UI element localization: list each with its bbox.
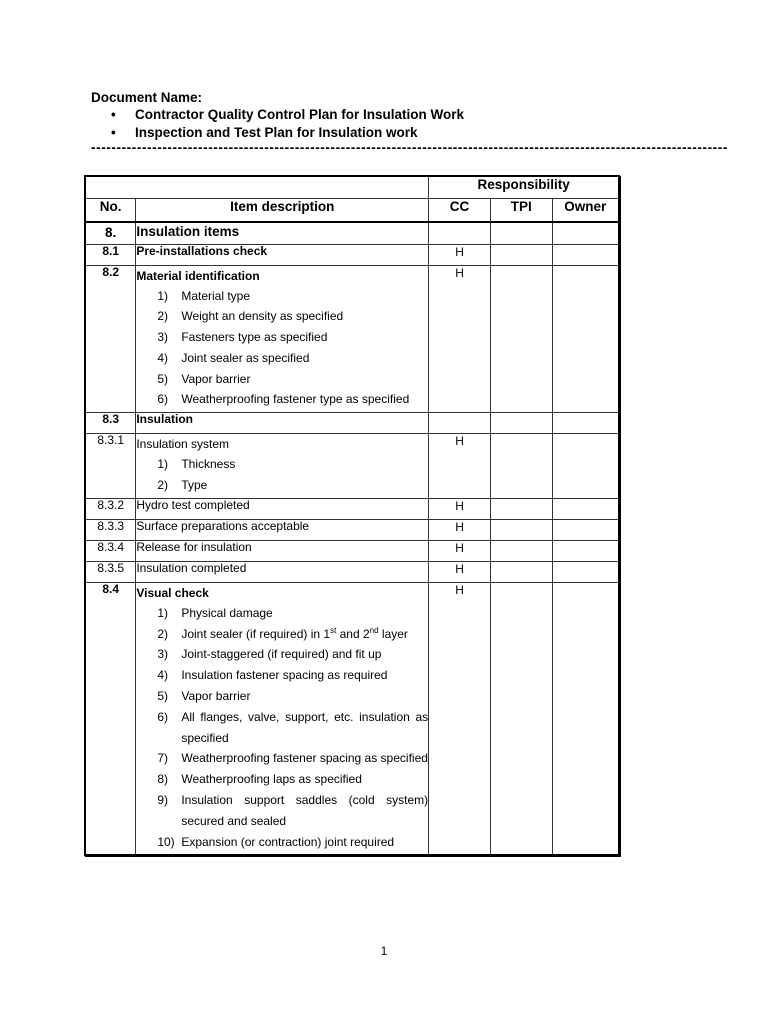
sub-item-text: Thickness — [181, 457, 236, 472]
cc-cell — [429, 413, 491, 434]
tpi-cell — [490, 413, 552, 434]
sub-item-number: 4) — [157, 668, 168, 683]
tpi-cell — [490, 519, 552, 540]
owner-cell — [552, 222, 619, 244]
sub-item-text: Insulation fastener spacing as required — [181, 668, 388, 683]
owner-cell — [552, 498, 619, 519]
table-row — [85, 434, 619, 499]
item-number: 8.3.4 — [85, 540, 136, 561]
sub-item — [136, 454, 428, 475]
sub-item-number: 1) — [157, 605, 168, 620]
item-description — [136, 582, 429, 855]
ordinal-suffix: st — [330, 625, 337, 635]
sub-item — [136, 790, 428, 832]
ordinal-suffix: nd — [369, 625, 379, 635]
sub-item-number: 3) — [157, 647, 168, 662]
table-row — [85, 413, 619, 434]
table-row — [85, 540, 619, 561]
sub-item — [136, 475, 428, 496]
inspection-test-plan-table — [84, 175, 620, 856]
tpi-cell — [490, 561, 552, 582]
sub-item-text: Physical damage — [181, 605, 273, 620]
item-description — [136, 540, 429, 561]
sub-item-text: Joint sealer as specified — [181, 350, 310, 365]
sub-item-number: 10) — [157, 834, 175, 849]
sub-item — [136, 348, 428, 369]
sub-item-text: Fasteners type as specified — [181, 330, 328, 345]
tpi-cell — [490, 265, 552, 413]
sub-item-text: and 2 — [336, 626, 370, 641]
owner-cell — [552, 244, 619, 265]
sub-item — [136, 624, 428, 645]
item-description — [136, 519, 429, 540]
sub-item-number: 2) — [157, 478, 168, 493]
column-header-tpi: TPI — [490, 199, 552, 223]
table-row — [85, 498, 619, 519]
sub-item-number: 9) — [157, 793, 168, 808]
cc-cell: H — [429, 540, 491, 561]
owner-cell — [552, 582, 619, 855]
cc-cell: H — [429, 434, 491, 499]
sub-item-number: 6) — [157, 709, 168, 724]
sub-item-list — [136, 603, 428, 853]
column-header-no: No. — [85, 199, 136, 223]
section-number: 8. — [85, 222, 136, 244]
item-title: Insulation completed — [136, 560, 247, 575]
section-title-cell — [136, 222, 429, 244]
header-row-responsibility — [85, 176, 619, 199]
sub-item-number: 1) — [157, 457, 168, 472]
sub-item-text: Joint sealer (if required) in 1 — [181, 626, 331, 641]
item-description — [136, 244, 429, 265]
document-header — [91, 89, 728, 158]
sub-item-text: Weatherproofing laps as specified — [181, 772, 362, 787]
sub-item-text: Joint-staggered (if required) and fit up — [181, 647, 382, 662]
document-name-label: Document Name: — [91, 90, 203, 105]
cc-cell — [429, 222, 491, 244]
sub-item-text: layer — [378, 626, 408, 641]
sub-item — [136, 369, 428, 390]
owner-cell — [552, 413, 619, 434]
table-row — [85, 582, 619, 855]
tpi-cell — [490, 582, 552, 855]
tpi-cell — [490, 498, 552, 519]
sub-item-number: 5) — [157, 689, 168, 704]
sub-item — [136, 832, 428, 853]
page-number: 1 — [380, 944, 388, 958]
sub-item-text: Insulation support saddles (cold system) secured and sealed — [181, 793, 429, 828]
column-header-cc: CC — [429, 199, 491, 223]
item-description — [136, 434, 429, 499]
tpi-cell — [490, 434, 552, 499]
item-title: Visual check — [136, 585, 209, 600]
cc-cell: H — [429, 561, 491, 582]
sub-item — [136, 769, 428, 790]
item-description — [136, 265, 429, 413]
sub-item-text: Vapor barrier — [181, 689, 251, 704]
cc-cell: H — [429, 582, 491, 855]
sub-item-text: Material type — [181, 288, 251, 303]
table-row — [85, 561, 619, 582]
item-title: Hydro test completed — [136, 497, 250, 512]
item-title: Pre-installations check — [136, 243, 268, 258]
table-row — [85, 265, 619, 413]
item-number: 8.2 — [85, 265, 136, 413]
item-title: Release for insulation — [136, 539, 252, 554]
owner-cell — [552, 519, 619, 540]
item-number: 8.3.1 — [85, 434, 136, 499]
sub-item-number: 8) — [157, 772, 168, 787]
sub-item — [136, 686, 428, 707]
sub-item-text: Weight an density as specified — [181, 309, 344, 324]
bullet-icon: • — [111, 107, 116, 122]
owner-cell — [552, 561, 619, 582]
header-row-columns — [85, 199, 619, 223]
column-header-owner: Owner — [552, 199, 619, 223]
sub-item-number: 2) — [157, 626, 168, 641]
item-number: 8.3.2 — [85, 498, 136, 519]
sub-item — [136, 389, 428, 410]
sub-item-number: 3) — [157, 330, 168, 345]
document-name-item: • Inspection and Test Plan for Insulation work — [111, 125, 418, 140]
section-title: Insulation items — [136, 224, 240, 239]
table-body — [85, 222, 619, 855]
sub-item-number: 1) — [157, 288, 168, 303]
sub-item-text: Weatherproofing fastener type as specified — [181, 392, 410, 407]
sub-item — [136, 306, 428, 327]
tpi-cell — [490, 222, 552, 244]
owner-cell — [552, 265, 619, 413]
section-row — [85, 222, 619, 244]
item-number: 8.3.3 — [85, 519, 136, 540]
sub-item-text: Type — [181, 478, 208, 493]
table-row — [85, 244, 619, 265]
column-header-description: Item description — [136, 199, 429, 223]
item-title: Material identification — [136, 268, 260, 283]
item-title: Insulation system — [136, 437, 230, 452]
cc-cell: H — [429, 244, 491, 265]
sub-item — [136, 327, 428, 348]
owner-cell — [552, 540, 619, 561]
bullet-icon: • — [111, 125, 116, 140]
item-number: 8.3 — [85, 413, 136, 434]
sub-item-number: 2) — [157, 309, 168, 324]
sub-item — [136, 603, 428, 624]
sub-item — [136, 644, 428, 665]
cc-cell: H — [429, 265, 491, 413]
document-name-list — [91, 106, 617, 142]
sub-item-list — [136, 454, 428, 496]
sub-item-number: 5) — [157, 371, 168, 386]
sub-item-text: All flanges, valve, support, etc. insulation as specified — [181, 709, 429, 745]
item-number: 8.4 — [85, 582, 136, 855]
item-number: 8.1 — [85, 244, 136, 265]
item-description — [136, 561, 429, 582]
sub-item-number: 7) — [157, 751, 168, 766]
item-description — [136, 498, 429, 519]
sub-item — [136, 748, 428, 769]
sub-item-text: Vapor barrier — [181, 371, 251, 386]
tpi-cell — [490, 244, 552, 265]
item-title: Surface preparations acceptable — [136, 518, 310, 533]
sub-item — [136, 665, 428, 686]
item-description — [136, 413, 429, 434]
responsibility-header: Responsibility — [429, 176, 619, 199]
header-spacer — [85, 176, 429, 199]
sub-item-number: 4) — [157, 350, 168, 365]
sub-item-list — [136, 286, 428, 411]
table-row — [85, 519, 619, 540]
cc-cell: H — [429, 519, 491, 540]
item-title: Insulation — [136, 412, 193, 427]
sub-item-text: Weatherproofing fastener spacing as specified — [181, 751, 428, 766]
sub-item-text: Expansion (or contraction) joint required — [181, 834, 395, 849]
document-name-item: • Contractor Quality Control Plan for Insulation Work — [111, 107, 465, 122]
separator-line: ----------------------------------------------------------------------------------------------------------------------------- — [91, 140, 728, 155]
sub-item-number: 6) — [157, 392, 168, 407]
sub-item — [136, 286, 428, 307]
cc-cell: H — [429, 498, 491, 519]
tpi-cell — [490, 540, 552, 561]
owner-cell — [552, 434, 619, 499]
item-number: 8.3.5 — [85, 561, 136, 582]
sub-item — [136, 707, 428, 749]
